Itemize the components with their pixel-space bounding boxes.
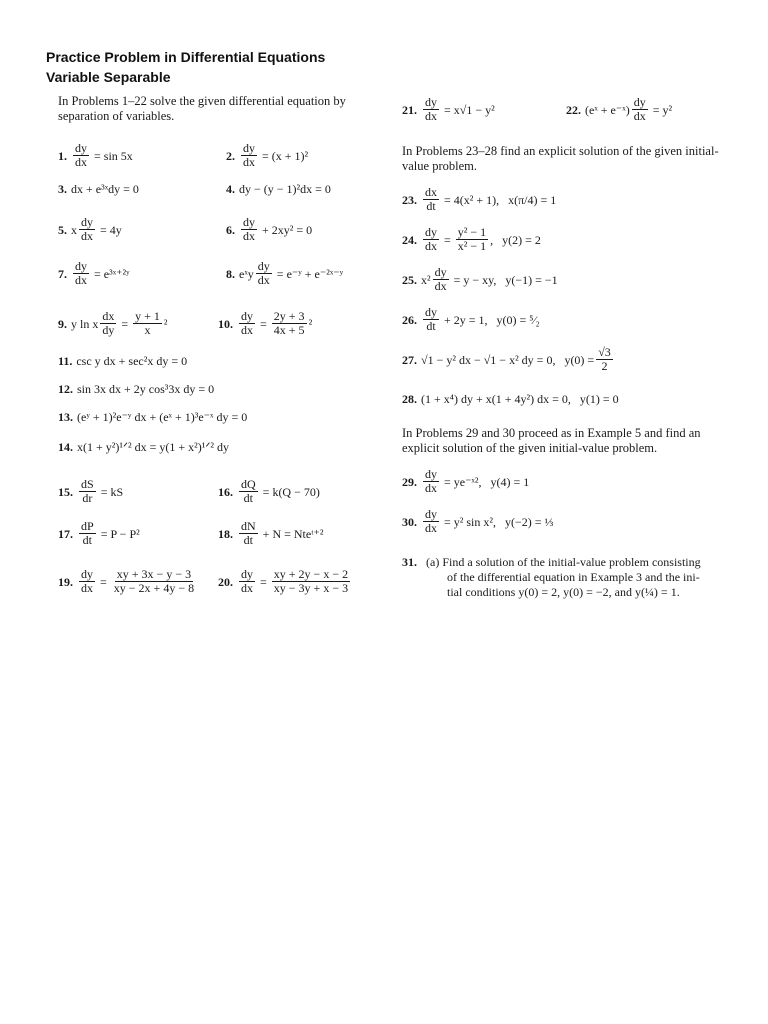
fraction [596,346,613,373]
equation-rest: = e³ˣ⁺²ʸ [91,266,130,281]
equation-text: x(1 + y²)¹ᐟ² dx = y(1 + x²)¹ᐟ² dy [77,440,230,454]
problem-item [226,142,308,169]
problem-number: 8. [226,266,235,281]
fraction-denominator: dx [633,109,646,123]
fraction-numerator: dS [81,477,94,491]
problem-item [402,226,541,253]
problem-number: 23. [402,192,417,207]
fraction [112,568,196,595]
fraction [423,186,439,213]
equation-text: csc y dx + sec²x dy = 0 [76,354,188,368]
problem-number: 2. [226,148,235,163]
problem-equation [585,96,672,123]
fraction-denominator: x² − 1 [457,239,487,253]
fraction [239,310,255,337]
equation-text: sin 3x dx + 2y cos³3x dy = 0 [77,382,215,396]
problem-number: 1. [58,148,67,163]
problem-item [402,508,554,535]
problem-equation [77,478,123,505]
problem-number: 5. [58,222,67,237]
fraction-numerator: dx [102,309,115,323]
fraction-denominator: dx [243,229,255,243]
problem-equation [239,260,343,287]
fraction-numerator: dy [425,467,437,481]
equation-rest: = 4y [97,222,122,237]
problem-number: 21. [402,102,417,117]
problem-equation [77,410,247,424]
equation-rest: = P − P² [97,526,140,541]
fraction [73,260,89,287]
equation-rest: = y² sin x², y(−2) = ⅓ [441,514,554,529]
equation-prefix: y ln x [71,316,99,331]
problem-equation [421,186,556,213]
problem-number: 30. [402,514,417,529]
problem-item [58,520,140,547]
problem-number: 18. [218,526,233,541]
equation-text: dx + e³ˣdy = 0 [71,182,139,196]
problem-number: 4. [226,182,235,196]
problem-number: 28. [402,392,417,406]
problem-item [58,568,198,595]
problem-item [402,266,558,293]
fraction-denominator: dx [425,481,437,495]
equation-rest: = kS [97,484,124,499]
problem-item [402,346,615,373]
fraction [133,310,162,337]
equation-prefix: (eˣ + e⁻ˣ) [585,102,630,117]
problem-item [402,96,495,123]
fraction [256,260,272,287]
problem-item [58,478,123,505]
problem-number: 20. [218,574,233,589]
equation-prefix: eˣy [239,266,254,281]
fraction-numerator: dy [257,259,270,273]
problem-equation [239,182,331,196]
problem-number: 27. [402,352,417,367]
problem-item [226,216,312,243]
fraction-denominator: dx [75,273,87,287]
fraction-denominator: dx [425,521,437,535]
fraction-denominator: dx [425,109,437,123]
problem-number: 9. [58,316,67,331]
problem-equation [77,520,140,547]
fraction [241,142,257,169]
problem-item [226,260,343,287]
fraction [79,478,96,505]
fraction-numerator: dy [243,141,255,155]
problem-equation [421,96,495,123]
fraction-numerator: dy [425,507,437,521]
fraction-numerator: dN [241,519,256,533]
problem-item [58,260,130,287]
problem-number: 6. [226,222,235,237]
equation-text: (1 + x⁴) dy + x(1 + 4y²) dx = 0, y(1) = 0 [421,392,619,406]
intro-problems-23-28: In Problems 23–28 find an explicit solution of the given initial-value problem. [402,144,719,173]
equation-rest: = 4(x² + 1), x(π/4) = 1 [441,192,557,207]
fraction [239,478,258,505]
problem-item [58,216,122,243]
fraction-numerator: dP [81,519,94,533]
problem-equation [71,142,133,169]
problem-equation [77,568,198,595]
fraction [100,310,116,337]
equation-rest: = x√1 − y² [441,102,495,117]
problem-item [58,440,229,454]
fraction-numerator: dy [425,95,437,109]
fraction-numerator: dy [241,567,253,581]
problem-number: 15. [58,484,73,499]
fraction-numerator: dy [425,225,437,239]
equation-text: (eʸ + 1)²e⁻ʸ dx + (eˣ + 1)³e⁻ˣ dy = 0 [77,410,248,424]
problem-equation [239,216,312,243]
fraction-denominator: x [144,323,151,337]
problem-item [402,306,540,333]
fraction [239,568,255,595]
fraction-denominator: dt [243,491,253,505]
equation-rest: = e⁻ʸ + e⁻²ˣ⁻ʸ [273,266,344,281]
fraction [79,216,95,243]
equation-rest: = ye⁻ˣ², y(4) = 1 [441,474,530,489]
fraction-numerator: dy [81,567,93,581]
equation-rest: = [118,316,132,331]
fraction [272,568,350,595]
problem-item [218,520,323,547]
worksheet-subtitle: Variable Separable [46,69,171,85]
problem-equation [421,306,540,333]
intro-problems-1-22: In Problems 1–22 solve the given differential equation by separation of variables. [58,94,346,123]
problem-equation [71,216,122,243]
problem-item [58,182,139,196]
equation-suffix: ² [163,316,168,331]
problem-equation [237,478,320,505]
problem-number: 24. [402,232,417,247]
problem-item [58,382,214,396]
problem-equation [421,226,541,253]
problem-number: 26. [402,312,417,327]
problem-number: 29. [402,474,417,489]
equation-suffix: , y(2) = 2 [490,232,541,247]
equation-suffix: ² [308,316,313,331]
problem-31-line1: (a) Find a solution of the initial-value problem consisting [426,555,701,569]
equation-rest: = y − xy, y(−1) = −1 [450,272,558,287]
problem-equation [421,266,558,293]
fraction-numerator: dx [425,185,437,199]
problem-31-line2: of the differential equation in Example 3 and the ini- [447,570,700,584]
problem-number: 7. [58,266,67,281]
fraction-numerator: y² − 1 [457,225,487,239]
problem-item [58,310,168,337]
problem-number: 10. [218,316,233,331]
problem-number: 17. [58,526,73,541]
fraction-numerator: dy [425,305,437,319]
problem-item [58,410,247,424]
fraction [79,568,95,595]
problem-number: 16. [218,484,233,499]
fraction-denominator: 2 [601,359,608,373]
problem-item [402,392,619,406]
equation-rest: = (x + 1)² [259,148,309,163]
fraction-denominator: dx [241,581,253,595]
problem-number: 22. [566,102,581,117]
problem-number: 12. [58,382,73,396]
problem-equation [71,182,139,196]
fraction [79,520,96,547]
fraction-numerator: dy [81,215,93,229]
problem-item [566,96,672,123]
fraction-numerator: dy [241,309,253,323]
problem-item [58,142,133,169]
problem-equation [421,468,529,495]
equation-rest: = [441,232,454,247]
problem-item [402,468,529,495]
equation-rest: + N = Nteᵗ⁺² [259,526,324,541]
problem-equation [421,392,619,406]
fraction [423,508,439,535]
fraction-numerator: √3 [598,345,611,359]
problem-item [402,186,556,213]
fraction-numerator: dQ [241,477,256,491]
problem-number: 14. [58,440,73,454]
fraction-denominator: 4x + 5 [273,323,305,337]
fraction-numerator: y + 1 [135,309,160,323]
fraction [272,310,307,337]
fraction [423,226,439,253]
problem-number: 25. [402,272,417,287]
problem-equation [421,346,615,373]
problem-equation [77,440,229,454]
fraction-numerator: dy [243,215,255,229]
fraction [632,96,648,123]
problem-item [218,310,312,337]
fraction-numerator: dy [75,259,87,273]
fraction-denominator: dx [243,155,255,169]
fraction-denominator: dx [75,155,87,169]
problem-31 [402,555,732,599]
fraction-numerator: dy [75,141,87,155]
fraction [433,266,449,293]
fraction [241,216,257,243]
equation-rest: = [97,574,110,589]
problem-31-line3: tial conditions y(0) = 2, y(0) = −2, and y(¼) = 1. [447,585,680,599]
equation-prefix: x [71,222,77,237]
problem-number: 31. [402,555,417,569]
fraction-denominator: dx [81,581,93,595]
fraction-numerator: dy [633,95,646,109]
fraction-denominator: xy − 2x + 4y − 8 [113,581,195,595]
problem-equation [76,354,187,368]
fraction-denominator: dx [81,229,93,243]
problem-number: 11. [58,354,73,368]
problem-equation [71,310,168,337]
problem-equation [71,260,130,287]
equation-prefix: x² [421,272,431,287]
fraction-denominator: dx [425,239,437,253]
fraction-numerator: 2y + 3 [273,309,305,323]
fraction-denominator: dx [241,323,253,337]
worksheet-title: Practice Problem in Differential Equations [46,49,326,65]
problem-number: 3. [58,182,67,196]
problem-item [226,182,331,196]
fraction [423,468,439,495]
problem-equation [237,568,352,595]
problem-equation [421,508,554,535]
problem-equation [237,310,312,337]
fraction [423,96,439,123]
fraction [456,226,488,253]
fraction-denominator: dt [243,533,253,547]
fraction-denominator: dt [426,319,436,333]
equation-rest: + 2y = 1, y(0) = ⁵⁄₂ [441,312,540,327]
fraction-denominator: dr [82,491,93,505]
fraction-denominator: dx [434,279,447,293]
fraction-denominator: dy [102,323,115,337]
fraction-numerator: dy [434,265,447,279]
equation-rest: = [257,574,270,589]
equation-text: dy − (y − 1)²dx = 0 [239,182,331,196]
fraction-denominator: dt [82,533,93,547]
problem-number: 13. [58,410,73,424]
problem-equation [77,382,214,396]
equation-rest: = [257,316,270,331]
problem-item [218,568,352,595]
equation-rest: = y² [649,102,673,117]
problem-equation [239,142,308,169]
fraction-denominator: xy − 3y + x − 3 [273,581,349,595]
intro-problems-29-30: In Problems 29 and 30 proceed as in Example 5 and find an explicit solution of the given initial-value problem. [402,426,701,455]
problem-item [218,478,320,505]
fraction [239,520,258,547]
fraction-numerator: xy + 3x − y − 3 [116,567,192,581]
fraction [73,142,89,169]
fraction-denominator: dx [257,273,270,287]
problem-item [58,354,187,368]
problem-equation [237,520,323,547]
equation-rest: = k(Q − 70) [259,484,320,499]
fraction [423,306,439,333]
fraction-denominator: dt [426,199,436,213]
equation-prefix: √1 − y² dx − √1 − x² dy = 0, y(0) = [421,352,595,367]
equation-rest: + 2xy² = 0 [259,222,313,237]
equation-rest: = sin 5x [91,148,133,163]
problem-number: 19. [58,574,73,589]
fraction-numerator: xy + 2y − x − 2 [273,567,349,581]
